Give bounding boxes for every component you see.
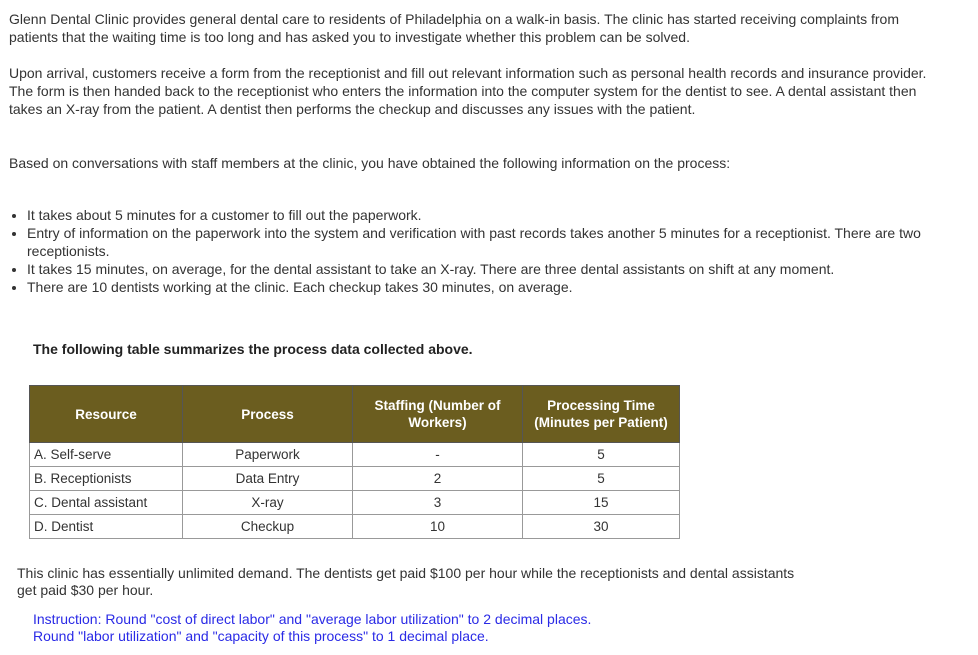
cell-staffing: 2: [353, 467, 523, 491]
header-resource: Resource: [30, 386, 183, 443]
cell-resource: A. Self-serve: [30, 443, 183, 467]
cell-process: X-ray: [183, 491, 353, 515]
info-lead-paragraph: Based on conversations with staff members at the clinic, you have obtained the following information on the process:: [9, 155, 731, 171]
cell-staffing: -: [353, 443, 523, 467]
table-row: [30, 467, 680, 491]
instruction-line: Round "labor utilization" and "capacity of this process" to 1 decimal place.: [33, 628, 489, 644]
list-item: • It takes 15 minutes, on average, for the dental assistant to take an X-ray. There are three dental assistants on shift at any moment.: [27, 260, 967, 278]
process-description-paragraph: Upon arrival, customers receive a form from the receptionist and fill out relevant information such as personal health records and insurance provider. The form is then handed back to the receptionist who enters the information into the computer system for the dentist to see. A dental assistant then takes an X-ray from the patient. A dentist then performs the checkup and discusses any issues with the patient.: [9, 65, 927, 117]
header-staffing: Staffing (Number of Workers): [353, 386, 523, 443]
rounding-instructions: [33, 611, 833, 645]
table-row: [30, 515, 680, 539]
cell-time: 5: [523, 467, 680, 491]
header-process: Process: [183, 386, 353, 443]
cell-resource: B. Receptionists: [30, 467, 183, 491]
cell-time: 15: [523, 491, 680, 515]
cell-staffing: 3: [353, 491, 523, 515]
header-processing-time: Processing Time (Minutes per Patient): [523, 386, 680, 443]
table-header-row: [30, 386, 680, 443]
cell-process: Paperwork: [183, 443, 353, 467]
process-data-table: [29, 385, 680, 539]
table-row: [30, 443, 680, 467]
cell-process: Checkup: [183, 515, 353, 539]
cell-resource: C. Dental assistant: [30, 491, 183, 515]
process-facts-list: [9, 206, 967, 296]
cell-time: 5: [523, 443, 680, 467]
cell-resource: D. Dentist: [30, 515, 183, 539]
list-item: • There are 10 dentists working at the clinic. Each checkup takes 30 minutes, on average.: [27, 278, 967, 296]
cell-time: 30: [523, 515, 680, 539]
cell-process: Data Entry: [183, 467, 353, 491]
intro-paragraph: Glenn Dental Clinic provides general dental care to residents of Philadelphia on a walk-in basis. The clinic has started receiving complaints from patients that the waiting time is too long and has asked you to investigate whether this problem can be solved.: [9, 11, 899, 45]
demand-pay-paragraph: This clinic has essentially unlimited demand. The dentists get paid $100 per hour while the receptionists and dental assistants get paid $30 per hour.: [17, 565, 795, 598]
list-item: • Entry of information on the paperwork into the system and verification with past records takes another 5 minutes for a receptionist. There are two receptionists.: [27, 224, 967, 260]
table-row: [30, 491, 680, 515]
list-item: • It takes about 5 minutes for a customer to fill out the paperwork.: [27, 206, 967, 224]
instruction-line: Instruction: Round "cost of direct labor" and "average labor utilization" to 2 decimal places.: [33, 611, 592, 627]
cell-staffing: 10: [353, 515, 523, 539]
table-caption: The following table summarizes the process data collected above.: [33, 341, 473, 357]
